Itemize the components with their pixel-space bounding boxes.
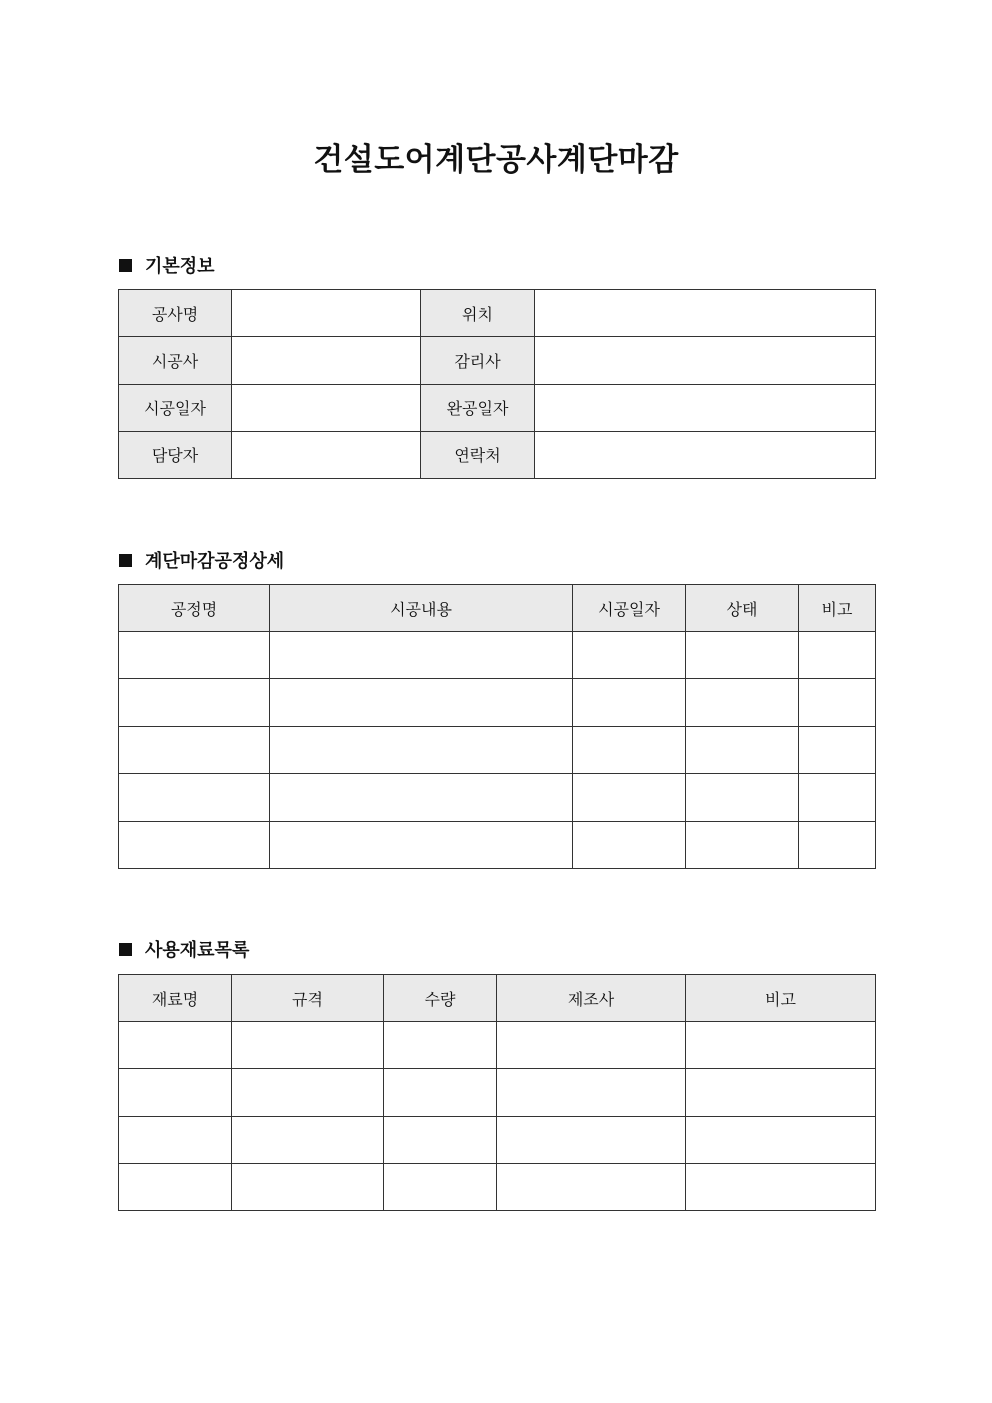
table-cell[interactable]	[232, 1069, 384, 1116]
square-bullet-icon	[119, 554, 132, 567]
contractor-field[interactable]	[232, 337, 421, 384]
table-row	[119, 1116, 876, 1163]
label-cell: 공사명	[119, 290, 232, 337]
page-title: 건설도어계단공사계단마감	[313, 142, 679, 178]
label-cell: 완공일자	[421, 384, 535, 431]
table-cell[interactable]	[686, 1116, 876, 1163]
table-cell[interactable]	[270, 632, 573, 679]
location-field[interactable]	[535, 290, 876, 337]
manager-field[interactable]	[232, 431, 421, 478]
table-cell[interactable]	[497, 1163, 686, 1210]
label-cell: 시공사	[119, 337, 232, 384]
column-header: 공정명	[119, 585, 270, 632]
table-cell[interactable]	[573, 821, 686, 868]
label-cell: 시공일자	[119, 384, 232, 431]
table-row	[119, 1163, 876, 1210]
table-row	[119, 679, 876, 726]
table-row	[119, 1022, 876, 1069]
section-heading-basic-info	[119, 253, 215, 277]
table-cell[interactable]	[119, 774, 270, 821]
table-row	[119, 384, 876, 431]
table-cell[interactable]	[573, 632, 686, 679]
basic-info-table	[118, 289, 876, 479]
section-heading-label: 사용재료목록	[145, 940, 250, 961]
table-cell[interactable]	[686, 1022, 876, 1069]
table-cell[interactable]	[119, 1069, 232, 1116]
section-heading-materials	[119, 937, 249, 961]
table-cell[interactable]	[686, 821, 799, 868]
table-cell[interactable]	[384, 1022, 497, 1069]
supervisor-field[interactable]	[535, 337, 876, 384]
table-cell[interactable]	[232, 1163, 384, 1210]
table-cell[interactable]	[119, 679, 270, 726]
table-cell[interactable]	[119, 1022, 232, 1069]
table-cell[interactable]	[799, 632, 876, 679]
column-header: 상태	[686, 585, 799, 632]
column-header: 시공일자	[573, 585, 686, 632]
table-row	[119, 1069, 876, 1116]
table-cell[interactable]	[573, 679, 686, 726]
table-cell[interactable]	[119, 632, 270, 679]
table-cell[interactable]	[270, 726, 573, 773]
label-cell: 감리사	[421, 337, 535, 384]
table-cell[interactable]	[573, 726, 686, 773]
completion-date-field[interactable]	[535, 384, 876, 431]
column-header: 규격	[232, 975, 384, 1022]
table-row	[119, 774, 876, 821]
label-cell: 연락처	[421, 431, 535, 478]
project-name-field[interactable]	[232, 290, 421, 337]
table-cell[interactable]	[497, 1022, 686, 1069]
table-cell[interactable]	[119, 726, 270, 773]
table-row	[119, 632, 876, 679]
table-cell[interactable]	[799, 821, 876, 868]
table-header-row	[119, 975, 876, 1022]
table-header-row	[119, 585, 876, 632]
table-cell[interactable]	[384, 1069, 497, 1116]
table-row	[119, 290, 876, 337]
table-cell[interactable]	[270, 821, 573, 868]
contact-field[interactable]	[535, 431, 876, 478]
table-cell[interactable]	[799, 679, 876, 726]
materials-table	[118, 974, 876, 1211]
table-cell[interactable]	[686, 679, 799, 726]
table-row	[119, 431, 876, 478]
table-cell[interactable]	[497, 1116, 686, 1163]
column-header: 비고	[686, 975, 876, 1022]
table-cell[interactable]	[119, 1116, 232, 1163]
square-bullet-icon	[119, 259, 132, 272]
table-cell[interactable]	[270, 774, 573, 821]
column-header: 시공내용	[270, 585, 573, 632]
process-detail-table	[118, 584, 876, 869]
table-cell[interactable]	[799, 774, 876, 821]
start-date-field[interactable]	[232, 384, 421, 431]
section-heading-label: 계단마감공정상세	[145, 551, 285, 572]
table-cell[interactable]	[497, 1069, 686, 1116]
section-heading-process-detail	[119, 548, 284, 572]
label-cell: 위치	[421, 290, 535, 337]
square-bullet-icon	[119, 943, 132, 956]
section-heading-label: 기본정보	[145, 256, 215, 277]
table-cell[interactable]	[686, 774, 799, 821]
table-cell[interactable]	[384, 1163, 497, 1210]
table-cell[interactable]	[686, 1069, 876, 1116]
table-cell[interactable]	[119, 821, 270, 868]
table-cell[interactable]	[799, 726, 876, 773]
table-cell[interactable]	[686, 726, 799, 773]
table-cell[interactable]	[686, 1163, 876, 1210]
column-header: 제조사	[497, 975, 686, 1022]
label-cell: 담당자	[119, 431, 232, 478]
column-header: 수량	[384, 975, 497, 1022]
table-row	[119, 726, 876, 773]
column-header: 비고	[799, 585, 876, 632]
table-cell[interactable]	[232, 1116, 384, 1163]
table-cell[interactable]	[384, 1116, 497, 1163]
table-cell[interactable]	[270, 679, 573, 726]
table-cell[interactable]	[686, 632, 799, 679]
table-cell[interactable]	[119, 1163, 232, 1210]
table-cell[interactable]	[573, 774, 686, 821]
table-row	[119, 821, 876, 868]
table-cell[interactable]	[232, 1022, 384, 1069]
table-row	[119, 337, 876, 384]
column-header: 재료명	[119, 975, 232, 1022]
